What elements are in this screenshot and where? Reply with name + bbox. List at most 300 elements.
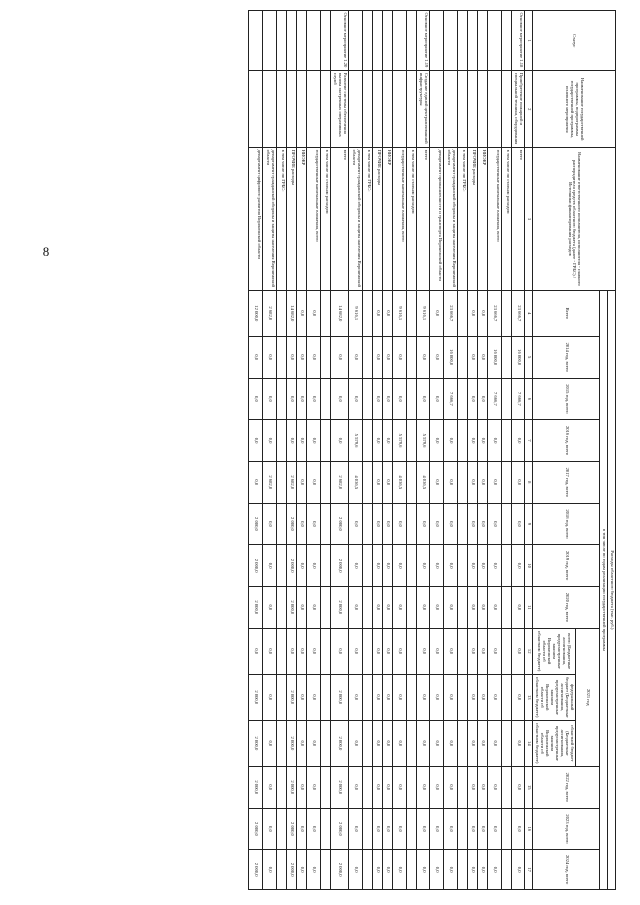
cell-value	[277, 378, 287, 420]
cell-value: 0,0	[307, 808, 321, 850]
cell-value: 0,0	[478, 674, 488, 720]
cell-value: 23 666,7	[512, 290, 525, 336]
cell-value: 0,0	[430, 378, 444, 420]
budget-table	[248, 10, 616, 890]
cell-value: 0,0	[478, 378, 488, 420]
cell-value	[321, 420, 331, 462]
cell-value: 0,0	[373, 674, 383, 720]
table-body	[249, 11, 525, 890]
cell-value: 0,0	[468, 808, 478, 850]
cell-value	[363, 586, 373, 628]
cell-value: 2 000,0	[287, 586, 297, 628]
cell-value	[458, 290, 468, 336]
cell-value: 0,0	[478, 586, 488, 628]
cell-value: 23 666,7	[488, 290, 502, 336]
cell-value: 0,0	[331, 420, 349, 462]
cell-status	[478, 11, 488, 71]
cell-value: 0,0	[383, 808, 393, 850]
cell-value: 0,0	[468, 545, 478, 587]
cell-value: 0,0	[512, 766, 525, 808]
column-number: 8	[525, 461, 533, 503]
cell-value: 0,0	[287, 336, 297, 378]
cell-value	[277, 850, 287, 890]
cell-value	[458, 586, 468, 628]
cell-value: 0,0	[444, 808, 458, 850]
cell-value	[458, 378, 468, 420]
cell-source: ПРОЧИЕ расходы	[287, 148, 297, 291]
table-row	[468, 11, 478, 890]
cell-value: 0,0	[297, 420, 307, 462]
column-number: 17	[525, 850, 533, 890]
cell-value: 0,0	[512, 808, 525, 850]
cell-value	[277, 461, 287, 503]
cell-value	[363, 766, 373, 808]
cell-name: Создание единой централизованной инфраструктуры	[417, 71, 430, 148]
cell-value: 0,0	[417, 545, 430, 587]
cell-status	[307, 11, 321, 71]
cell-value: 0,0	[488, 420, 502, 462]
cell-value: 0,0	[444, 420, 458, 462]
cell-value: 2 000,0	[249, 766, 263, 808]
table-row	[383, 11, 393, 890]
cell-status	[393, 11, 407, 71]
cell-value	[321, 766, 331, 808]
table-row	[277, 11, 287, 890]
cell-source: департамент цифрового развития Воронежской области	[249, 148, 263, 291]
cell-value: 2 000,0	[331, 586, 349, 628]
cell-value: 0,0	[393, 628, 407, 674]
cell-value: 0,0	[349, 545, 363, 587]
cell-value: 0,0	[307, 461, 321, 503]
cell-value: 0,0	[444, 674, 458, 720]
cell-source: государственные капитальные вложения, всего	[488, 148, 502, 291]
cell-value: 0,0	[383, 850, 393, 890]
cell-status	[287, 11, 297, 71]
cell-source: государственные капитальные вложения, всего	[393, 148, 407, 291]
cell-value: 0,0	[373, 850, 383, 890]
cell-value: 16 000,0	[444, 336, 458, 378]
cell-status	[373, 11, 383, 71]
cell-source: департамент гражданской обороны и защиты населения Воронежской области	[444, 148, 458, 291]
cell-value: 5 579,6	[417, 420, 430, 462]
cell-value	[321, 674, 331, 720]
cell-source: департамент промышленности и транспорта Воронежской области	[430, 148, 444, 291]
cell-value	[407, 336, 417, 378]
cell-value: 0,0	[393, 674, 407, 720]
cell-value: 0,0	[297, 674, 307, 720]
cell-value: 0,0	[468, 674, 478, 720]
cell-source: ПРОЧИЕ расходы	[468, 148, 478, 291]
cell-status	[263, 11, 277, 71]
cell-name	[249, 71, 263, 148]
header-2018: 2018 год, всего	[533, 503, 600, 545]
cell-value: 16 000,0	[488, 336, 502, 378]
cell-value: 0,0	[393, 766, 407, 808]
cell-value: 0,0	[383, 461, 393, 503]
cell-value	[321, 461, 331, 503]
cell-value: 0,0	[263, 336, 277, 378]
table-row	[307, 11, 321, 890]
cell-value: 0,0	[393, 720, 407, 766]
cell-name	[277, 71, 287, 148]
cell-value: 0,0	[297, 336, 307, 378]
cell-value	[321, 545, 331, 587]
cell-value: 0,0	[393, 850, 407, 890]
cell-value: 0,0	[468, 290, 478, 336]
cell-value	[458, 628, 468, 674]
cell-value	[321, 378, 331, 420]
cell-value: 2 000,0	[249, 545, 263, 587]
cell-value: 0,0	[512, 850, 525, 890]
cell-value: 2 000,0	[287, 808, 297, 850]
cell-status	[407, 11, 417, 71]
cell-value: 0,0	[307, 674, 321, 720]
cell-value: 0,0	[512, 420, 525, 462]
cell-value: 0,0	[468, 720, 478, 766]
header-2023: 2023 год, всего	[533, 808, 600, 850]
cell-name	[430, 71, 444, 148]
cell-value: 0,0	[383, 586, 393, 628]
table-row	[407, 11, 417, 890]
cell-value: 2 000,0	[287, 766, 297, 808]
cell-value	[363, 720, 373, 766]
cell-value: 0,0	[417, 674, 430, 720]
cell-value: 0,0	[383, 628, 393, 674]
cell-value: 0,0	[393, 808, 407, 850]
cell-value	[321, 720, 331, 766]
cell-value: 2 000,0	[287, 674, 297, 720]
cell-value: 0,0	[263, 766, 277, 808]
table-row	[478, 11, 488, 890]
cell-value: 0,0	[373, 503, 383, 545]
cell-status	[458, 11, 468, 71]
cell-value: 0,0	[430, 586, 444, 628]
cell-name	[488, 71, 502, 148]
cell-name	[287, 71, 297, 148]
column-number: 7	[525, 420, 533, 462]
cell-source: департамент гражданской обороны и защиты населения Воронежской области	[349, 148, 363, 291]
cell-value: 4 036,5	[393, 461, 407, 503]
cell-value: 0,0	[417, 808, 430, 850]
cell-value: 7 666,7	[444, 378, 458, 420]
cell-value	[458, 420, 468, 462]
cell-value	[502, 720, 512, 766]
cell-value: 0,0	[478, 850, 488, 890]
cell-value: 0,0	[430, 290, 444, 336]
cell-value: 0,0	[349, 503, 363, 545]
cell-status	[363, 11, 373, 71]
table-row	[331, 11, 349, 890]
cell-value: 0,0	[297, 850, 307, 890]
cell-value: 14 682,0	[331, 290, 349, 336]
cell-value: 0,0	[393, 336, 407, 378]
cell-value	[407, 766, 417, 808]
cell-value: 0,0	[468, 461, 478, 503]
cell-value	[502, 586, 512, 628]
cell-value	[277, 420, 287, 462]
cell-status	[502, 11, 512, 71]
cell-value: 0,0	[512, 503, 525, 545]
cell-value: 0,0	[349, 628, 363, 674]
cell-value: 2 000,0	[249, 503, 263, 545]
cell-value: 0,0	[444, 586, 458, 628]
cell-value	[321, 290, 331, 336]
cell-value: 0,0	[430, 674, 444, 720]
cell-value: 2 000,0	[331, 850, 349, 890]
cell-value	[407, 586, 417, 628]
cell-value: 0,0	[383, 503, 393, 545]
cell-value: 0,0	[307, 628, 321, 674]
cell-value: 0,0	[478, 766, 488, 808]
cell-value	[502, 461, 512, 503]
cell-value	[502, 378, 512, 420]
cell-value	[363, 850, 373, 890]
cell-value: 0,0	[444, 720, 458, 766]
cell-value: 0,0	[417, 720, 430, 766]
column-number: 4	[525, 290, 533, 336]
cell-value: 0,0	[249, 336, 263, 378]
cell-value	[277, 586, 287, 628]
header-group-sub: в том числе по годам реализации государственной программы	[600, 290, 608, 889]
cell-value: 0,0	[444, 503, 458, 545]
cell-value: 12 000,0	[249, 290, 263, 336]
cell-value: 0,0	[249, 628, 263, 674]
cell-source: ПРОЧИЕ расходы	[373, 148, 383, 291]
cell-value	[277, 766, 287, 808]
table-row	[458, 11, 468, 890]
cell-value: 0,0	[478, 628, 488, 674]
cell-value: 0,0	[444, 850, 458, 890]
cell-value	[502, 766, 512, 808]
header-2021-total: всего (Бюджетные ассигнования, предусмотренные законом Воронежской области об областном бюджете)	[533, 628, 576, 674]
cell-value: 0,0	[430, 461, 444, 503]
cell-value: 0,0	[512, 674, 525, 720]
cell-value: 0,0	[297, 545, 307, 587]
cell-value	[502, 503, 512, 545]
header-2024: 2024 год, всего	[533, 850, 600, 890]
cell-value: 0,0	[393, 378, 407, 420]
cell-value	[458, 336, 468, 378]
cell-value: 0,0	[430, 720, 444, 766]
cell-value: 2 000,0	[331, 720, 349, 766]
cell-value: 0,0	[478, 808, 488, 850]
cell-name	[363, 71, 373, 148]
cell-value: 0,0	[373, 586, 383, 628]
cell-value: 0,0	[287, 378, 297, 420]
cell-value: 0,0	[307, 720, 321, 766]
cell-value: 0,0	[349, 808, 363, 850]
cell-value: 0,0	[468, 420, 478, 462]
cell-status	[349, 11, 363, 71]
cell-value: 0,0	[373, 808, 383, 850]
column-number: 13	[525, 674, 533, 720]
cell-value: 0,0	[331, 628, 349, 674]
cell-value	[407, 674, 417, 720]
table-row	[444, 11, 458, 890]
cell-value: 0,0	[373, 766, 383, 808]
cell-value: 0,0	[383, 766, 393, 808]
cell-value	[277, 808, 287, 850]
cell-value: 0,0	[307, 378, 321, 420]
column-number: 12	[525, 628, 533, 674]
cell-value	[458, 766, 468, 808]
cell-value	[407, 808, 417, 850]
cell-source: НИОКР	[383, 148, 393, 291]
cell-value: 0,0	[417, 766, 430, 808]
cell-value: 9 616,1	[393, 290, 407, 336]
cell-value: 2 000,0	[287, 545, 297, 587]
header-2022: 2022 год, всего	[533, 766, 600, 808]
cell-value: 0,0	[417, 378, 430, 420]
cell-value: 0,0	[373, 461, 383, 503]
cell-value: 0,0	[512, 720, 525, 766]
cell-value	[407, 503, 417, 545]
cell-value: 0,0	[297, 628, 307, 674]
cell-value	[407, 545, 417, 587]
cell-value: 0,0	[307, 336, 321, 378]
cell-value: 0,0	[373, 336, 383, 378]
cell-value	[321, 850, 331, 890]
cell-value	[363, 420, 373, 462]
cell-value	[277, 674, 287, 720]
cell-name	[349, 71, 363, 148]
cell-name	[263, 71, 277, 148]
table-row	[373, 11, 383, 890]
cell-value: 0,0	[478, 290, 488, 336]
cell-value: 4 036,5	[417, 461, 430, 503]
cell-value: 0,0	[297, 720, 307, 766]
cell-value: 0,0	[417, 628, 430, 674]
cell-value: 2 000,0	[287, 503, 297, 545]
header-total: Всего	[533, 290, 600, 336]
cell-source: в том числе по статьям расходов:	[502, 148, 512, 291]
column-number: 6	[525, 378, 533, 420]
cell-value: 0,0	[263, 420, 277, 462]
cell-value: 0,0	[263, 586, 277, 628]
cell-value	[502, 674, 512, 720]
cell-value: 9 616,1	[417, 290, 430, 336]
cell-value	[407, 720, 417, 766]
cell-value: 0,0	[249, 420, 263, 462]
cell-name	[502, 71, 512, 148]
cell-value: 0,0	[488, 808, 502, 850]
column-number: 1	[525, 11, 533, 71]
cell-value: 0,0	[468, 766, 478, 808]
cell-value	[407, 290, 417, 336]
cell-value: 0,0	[478, 461, 488, 503]
cell-name	[297, 71, 307, 148]
table-row	[287, 11, 297, 890]
cell-value: 0,0	[417, 503, 430, 545]
cell-value: 2 000,0	[249, 586, 263, 628]
cell-value	[458, 503, 468, 545]
column-number: 11	[525, 586, 533, 628]
column-number: 10	[525, 545, 533, 587]
cell-name	[307, 71, 321, 148]
cell-value	[277, 290, 287, 336]
cell-status	[321, 11, 331, 71]
cell-value: 0,0	[488, 503, 502, 545]
header-2020: 2020 год, всего	[533, 586, 600, 628]
cell-status: Основное мероприятие 1.18	[512, 11, 525, 71]
cell-value: 0,0	[430, 850, 444, 890]
cell-value: 4 036,5	[349, 461, 363, 503]
cell-value: 0,0	[383, 674, 393, 720]
cell-value	[458, 720, 468, 766]
cell-value	[277, 628, 287, 674]
cell-value: 0,0	[263, 545, 277, 587]
cell-value: 0,0	[468, 586, 478, 628]
cell-value: 0,0	[373, 628, 383, 674]
cell-value: 2 000,0	[249, 808, 263, 850]
cell-status	[430, 11, 444, 71]
cell-value: 0,0	[393, 545, 407, 587]
table-row	[363, 11, 373, 890]
cell-value: 0,0	[430, 766, 444, 808]
cell-value: 9 616,1	[349, 290, 363, 336]
cell-status	[297, 11, 307, 71]
cell-source: всего	[417, 148, 430, 291]
cell-value: 0,0	[287, 628, 297, 674]
cell-status	[277, 11, 287, 71]
cell-value: 0,0	[307, 290, 321, 336]
cell-value: 0,0	[417, 850, 430, 890]
column-number: 9	[525, 503, 533, 545]
header-2015: 2015 год, всего	[533, 378, 600, 420]
cell-value: 2 682,0	[287, 461, 297, 503]
cell-value: 0,0	[373, 290, 383, 336]
cell-status	[488, 11, 502, 71]
cell-value: 0,0	[349, 766, 363, 808]
cell-value: 2 000,0	[331, 766, 349, 808]
table-row	[263, 11, 277, 890]
column-number: 5	[525, 336, 533, 378]
cell-value: 0,0	[478, 720, 488, 766]
table-row	[321, 11, 331, 890]
cell-value: 0,0	[263, 503, 277, 545]
cell-value	[407, 420, 417, 462]
cell-value: 0,0	[307, 766, 321, 808]
cell-value	[277, 336, 287, 378]
cell-name	[407, 71, 417, 148]
table-row	[512, 11, 525, 890]
cell-value: 0,0	[444, 545, 458, 587]
cell-value	[502, 420, 512, 462]
cell-value	[458, 850, 468, 890]
column-number: 3	[525, 148, 533, 291]
cell-value: 0,0	[263, 720, 277, 766]
cell-value: 0,0	[307, 586, 321, 628]
cell-value: 0,0	[478, 503, 488, 545]
cell-value: 0,0	[297, 503, 307, 545]
cell-name	[458, 71, 468, 148]
cell-value: 0,0	[373, 545, 383, 587]
cell-value: 2 000,0	[249, 674, 263, 720]
column-number: 2	[525, 71, 533, 148]
cell-value: 5 579,6	[393, 420, 407, 462]
cell-value: 0,0	[297, 461, 307, 503]
header-status: Статус	[533, 11, 616, 71]
cell-value: 16 000,0	[512, 336, 525, 378]
table-row	[417, 11, 430, 890]
cell-value	[363, 503, 373, 545]
cell-value: 0,0	[488, 461, 502, 503]
cell-value: 2 000,0	[331, 545, 349, 587]
cell-name	[468, 71, 478, 148]
cell-value: 0,0	[478, 420, 488, 462]
cell-value	[407, 461, 417, 503]
column-number: 14	[525, 720, 533, 766]
